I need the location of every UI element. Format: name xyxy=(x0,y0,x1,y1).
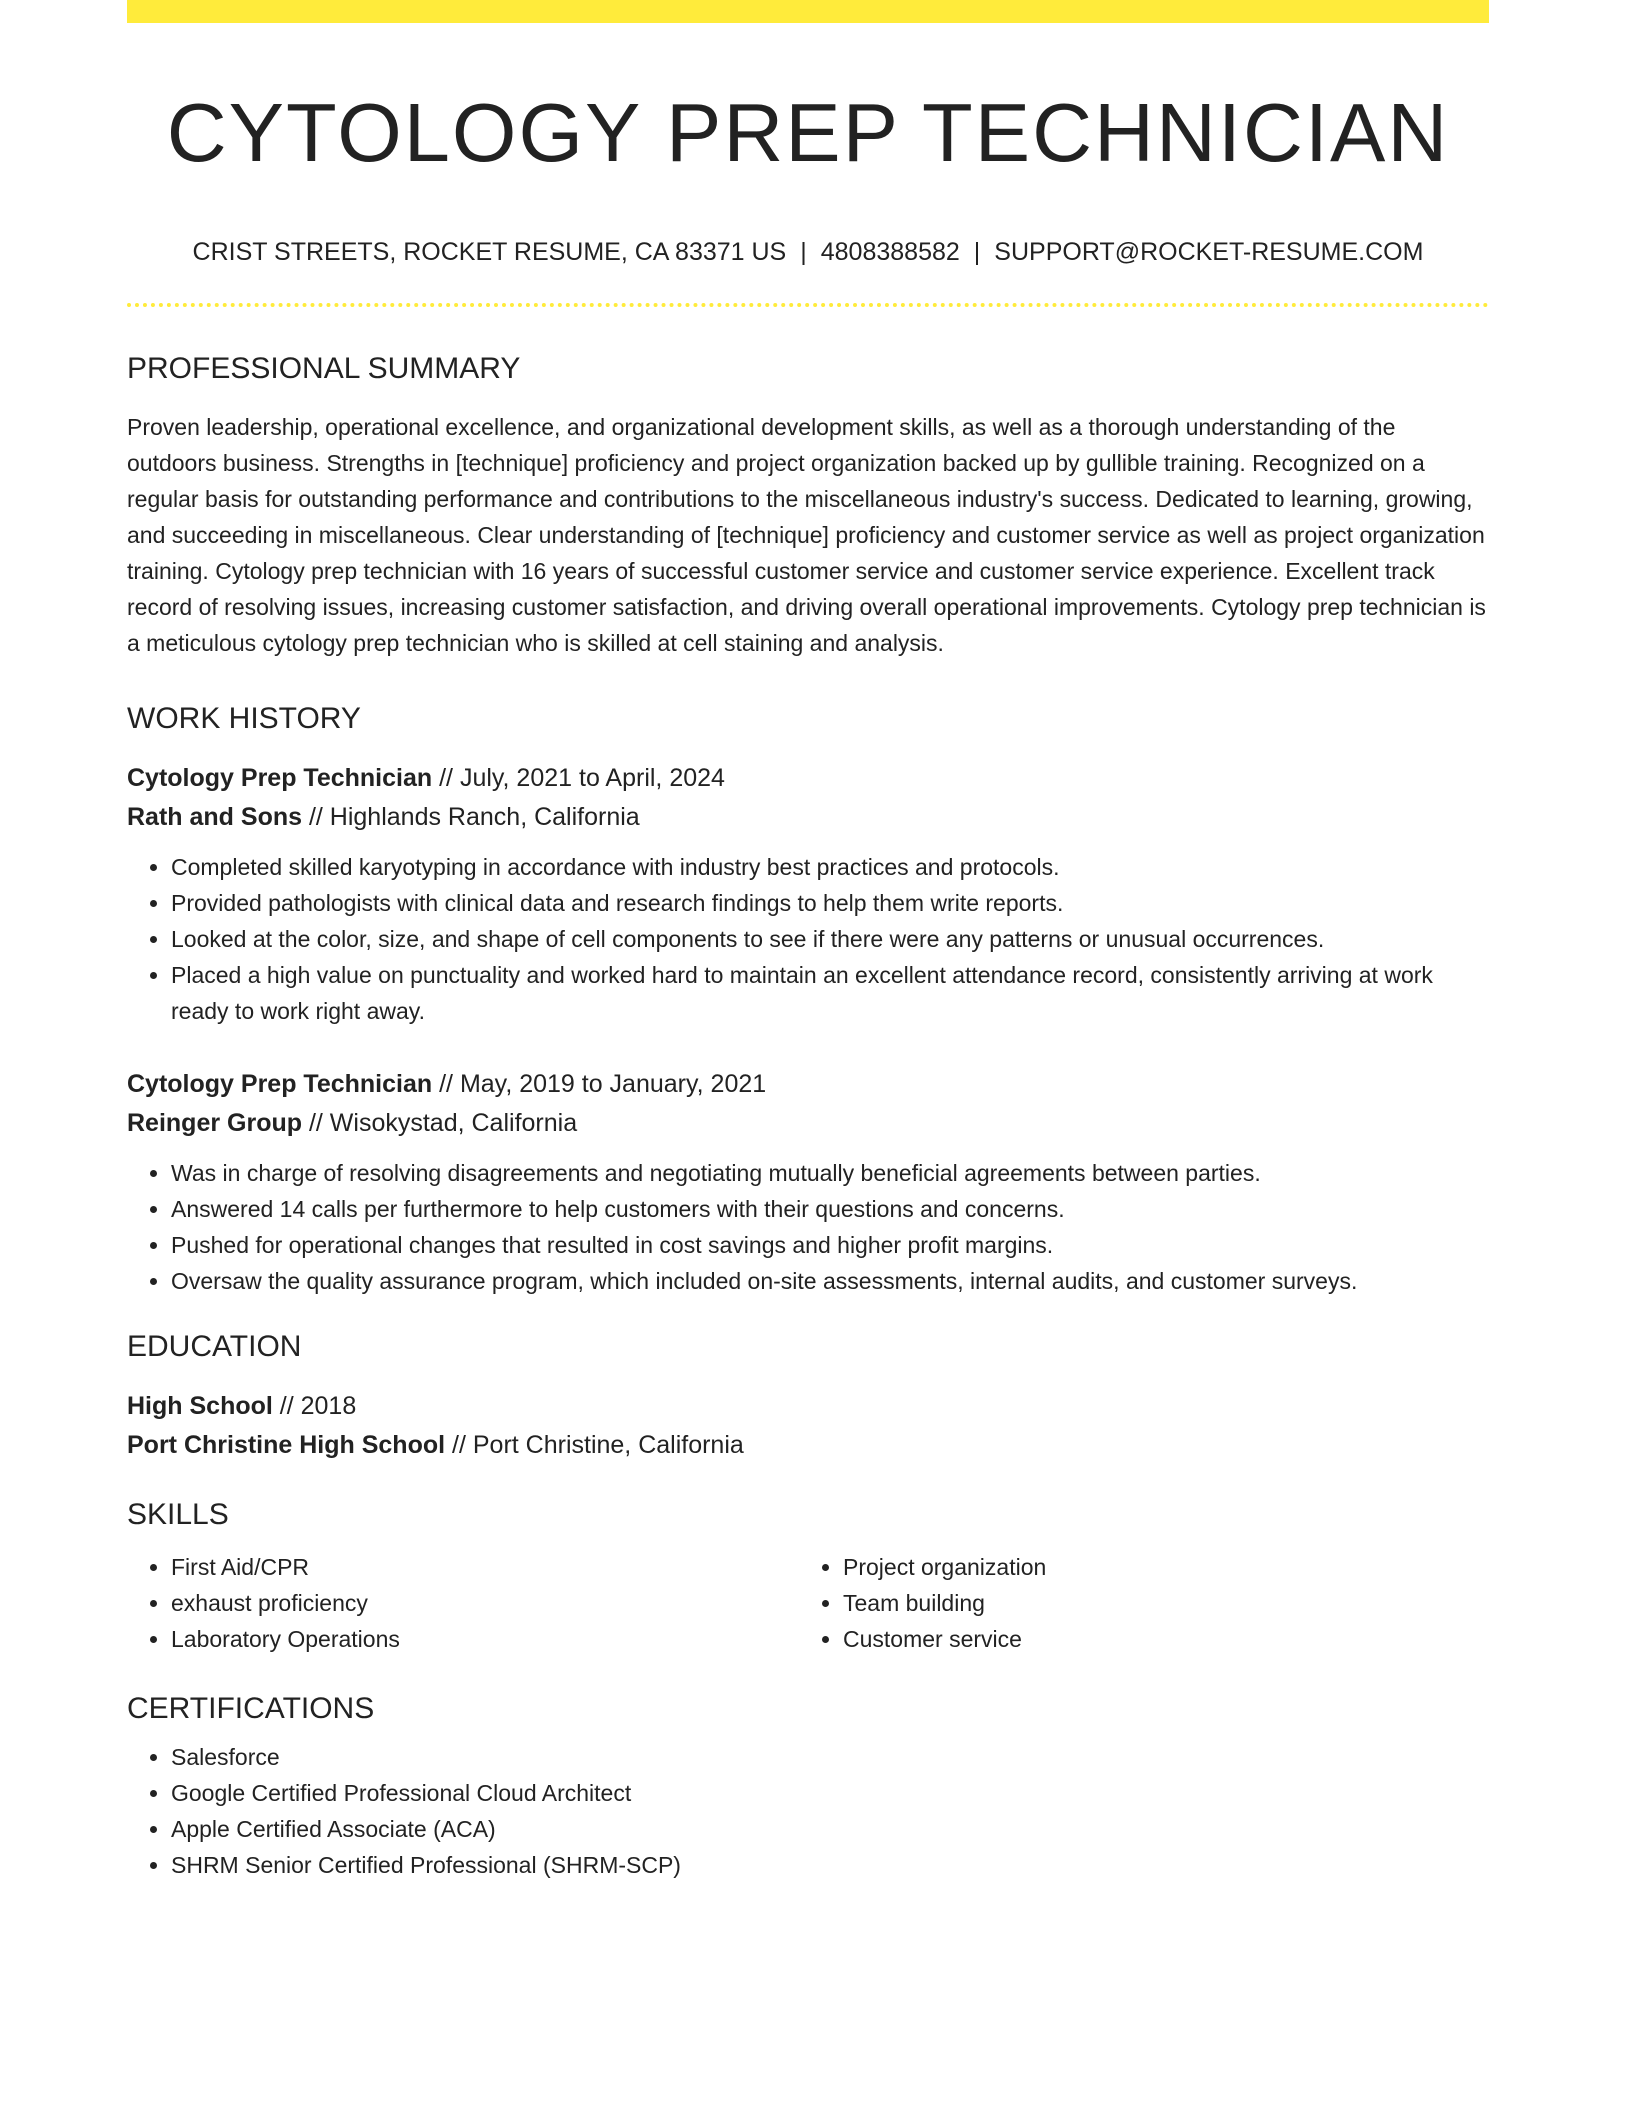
contact-separator: | xyxy=(800,237,807,266)
job-company: Rath and Sons xyxy=(127,802,303,831)
list-item: • Pushed for operational changes that resulted in cost savings and higher profit margins. xyxy=(171,1227,1489,1263)
list-item: • SHRM Senior Certified Professional (SHRM-SCP) xyxy=(171,1847,1489,1883)
list-item: • Answered 14 calls per furthermore to help customers with their questions and concerns. xyxy=(171,1191,1489,1227)
list-item: • First Aid/CPR xyxy=(171,1549,799,1585)
list-item: • exhaust proficiency xyxy=(171,1585,799,1621)
list-item: • Google Certified Professional Cloud Architect xyxy=(171,1775,1489,1811)
contact-separator: | xyxy=(973,237,981,266)
summary-text: Proven leadership, operational excellence, and organizational development skills, as well as a thorough understanding of the outdoors business. Strengths in [technique] proficiency and project organization backed up by gullible training. Recognized on a regular basis for outstanding performance and contributions to the miscellaneous industry's success. Dedicated to learning, growing, and succeeding in miscellaneous. Clear understanding of [technique] proficiency and customer service as well as project organization training. Cytology prep technician with 16 years of successful customer service and customer service experience. Excellent track record of resolving issues, increasing customer satisfaction, and driving overall operational improvements. Cytology prep technician is a meticulous cytology prep technician who is skilled at cell staining and analysis. xyxy=(127,413,1486,656)
education-entry xyxy=(127,1387,1489,1465)
list-item: • Oversaw the quality assurance program, which included on-site assessments, internal audits, and customer surveys. xyxy=(171,1263,1489,1299)
list-item: • Was in charge of resolving disagreements and negotiating mutually beneficial agreements between parties. xyxy=(171,1155,1489,1191)
list-item: • Provided pathologists with clinical data and research findings to help them write reports. xyxy=(171,885,1489,921)
list-item: • Salesforce xyxy=(171,1739,1489,1775)
education-school: Port Christine High School xyxy=(127,1430,446,1459)
list-item: • Team building xyxy=(843,1585,1471,1621)
section-title-skills: SKILLS xyxy=(127,1497,229,1531)
education-section xyxy=(127,1329,1489,1465)
list-item: • Looked at the color, size, and shape of cell components to see if there were any patterns or unusual occurrences. xyxy=(171,921,1489,957)
education-degree-line xyxy=(127,1387,1489,1426)
contact-phone: 4808388582 xyxy=(820,237,960,266)
education-year: // 2018 xyxy=(272,1391,357,1420)
certifications-list xyxy=(127,1739,1489,1883)
dotted-divider xyxy=(127,303,1489,307)
contact-line xyxy=(127,237,1489,267)
section-title-work-history: WORK HISTORY xyxy=(127,701,361,735)
job-dates: // July, 2021 to April, 2024 xyxy=(432,763,725,792)
job-location: // Wisokystad, California xyxy=(302,1108,578,1137)
list-item: • Completed skilled karyotyping in accordance with industry best practices and protocols. xyxy=(171,849,1489,885)
list-item: • Project organization xyxy=(843,1549,1471,1585)
section-title-education: EDUCATION xyxy=(127,1329,302,1363)
job-entry xyxy=(127,759,1489,1029)
resume-page xyxy=(127,0,1489,1883)
job-role-line xyxy=(127,759,1489,798)
certifications-section xyxy=(127,1691,1489,1883)
list-item: • Laboratory Operations xyxy=(171,1621,799,1657)
job-entry xyxy=(127,1065,1489,1299)
list-item: • Placed a high value on punctuality and worked hard to maintain an excellent attendance record, consistently arriving at work ready to work right away. xyxy=(171,957,1489,1029)
job-location: // Highlands Ranch, California xyxy=(302,802,640,831)
skills-section xyxy=(127,1497,1489,1657)
job-company-line xyxy=(127,798,1489,837)
job-company: Reinger Group xyxy=(127,1108,303,1137)
contact-address: CRIST STREETS, ROCKET RESUME, CA 83371 US xyxy=(192,237,787,266)
job-bullets xyxy=(127,1155,1489,1299)
section-title-summary: PROFESSIONAL SUMMARY xyxy=(127,351,521,385)
skills-grid xyxy=(127,1549,1489,1657)
skills-column-right xyxy=(799,1549,1471,1657)
education-location: // Port Christine, California xyxy=(445,1430,744,1459)
job-role: Cytology Prep Technician xyxy=(127,1069,433,1098)
work-history-section xyxy=(127,701,1489,1299)
accent-top-bar xyxy=(127,0,1489,23)
job-company-line xyxy=(127,1104,1489,1143)
education-degree: High School xyxy=(127,1391,273,1420)
job-role-line xyxy=(127,1065,1489,1104)
list-item: • Customer service xyxy=(843,1621,1471,1657)
education-school-line xyxy=(127,1426,1489,1465)
job-role: Cytology Prep Technician xyxy=(127,763,433,792)
skills-column-left xyxy=(127,1549,799,1657)
resume-name: CYTOLOGY PREP TECHNICIAN xyxy=(166,86,1450,179)
job-bullets xyxy=(127,849,1489,1029)
summary-section xyxy=(127,351,1489,661)
contact-email: SUPPORT@ROCKET-RESUME.COM xyxy=(994,237,1424,266)
list-item: • Apple Certified Associate (ACA) xyxy=(171,1811,1489,1847)
job-dates: // May, 2019 to January, 2021 xyxy=(432,1069,767,1098)
section-title-certifications: CERTIFICATIONS xyxy=(127,1691,375,1725)
